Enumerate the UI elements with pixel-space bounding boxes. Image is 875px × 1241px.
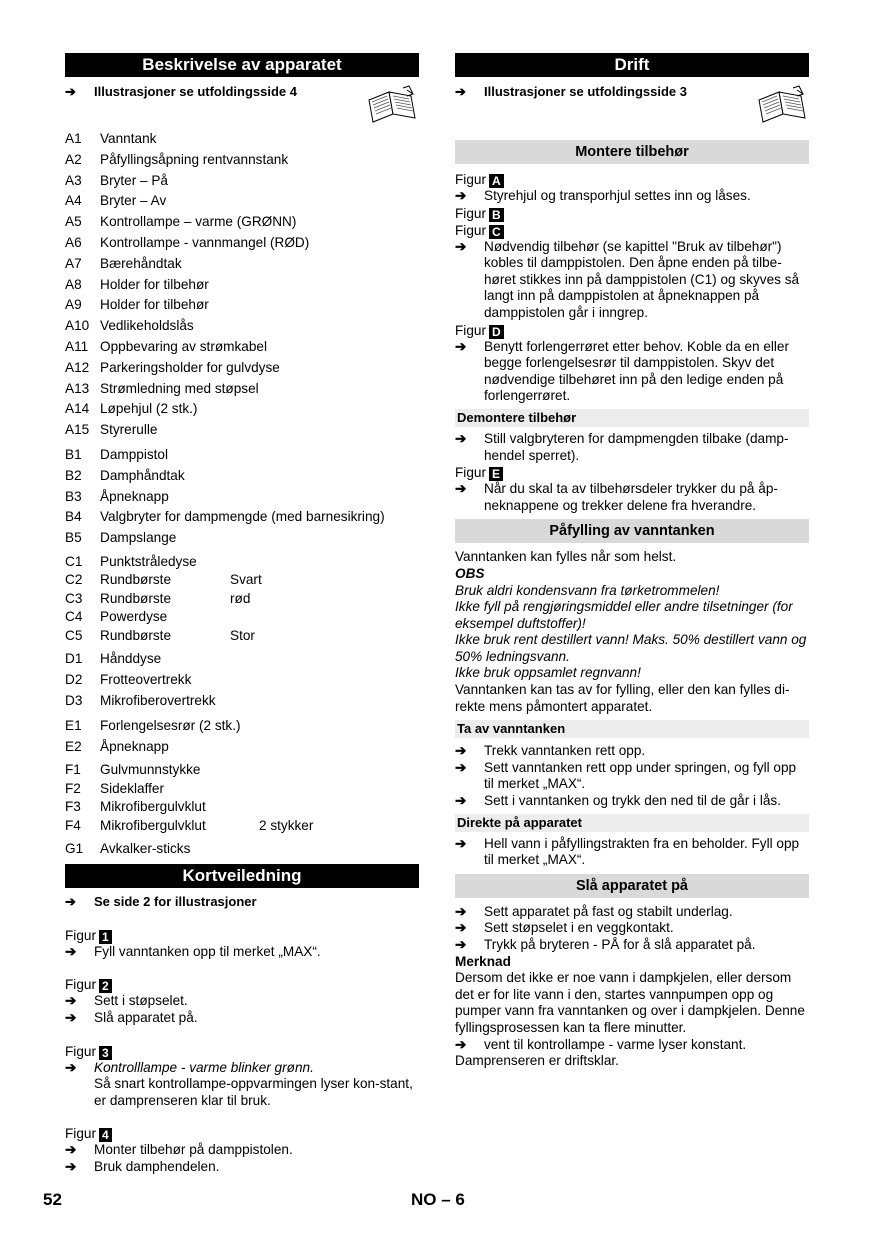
mount-accessories-heading: Montere tilbehør	[455, 140, 809, 164]
figure-a-step	[455, 188, 809, 205]
dismount-step	[455, 431, 809, 464]
part-name: Bryter – Av	[100, 193, 167, 209]
figure-3-block	[65, 1043, 419, 1110]
figure-d-badge: D	[489, 325, 504, 339]
part-detail: 2 stykker	[259, 817, 314, 833]
description-heading: Beskrivelse av apparatet	[65, 53, 419, 77]
part-name: Mikrofiberovertrekk	[100, 693, 216, 709]
part-code: F4	[65, 817, 81, 833]
part-name: Rundbørste	[100, 627, 172, 643]
part-code: A13	[65, 380, 90, 396]
step-text: Bruk damphendelen.	[94, 1158, 220, 1174]
parts-list-item	[65, 150, 419, 171]
part-name: Gulvmunnstykke	[100, 762, 201, 778]
arrow-icon: ➔	[455, 835, 467, 851]
figure-c-badge: C	[489, 225, 504, 239]
part-code: A8	[65, 276, 82, 292]
step-text: Sett i støpselet.	[94, 993, 188, 1009]
parts-list-item	[65, 466, 419, 487]
part-name: Påfyllingsåpning rentvannstank	[100, 151, 289, 167]
figure-label: Figur	[65, 1126, 96, 1142]
arrow-icon: ➔	[65, 993, 77, 1009]
parts-list-item	[65, 254, 419, 275]
figure-4-step-2	[65, 1159, 419, 1176]
part-name: Åpneknapp	[100, 738, 169, 754]
part-code: E1	[65, 717, 82, 733]
part-code: A9	[65, 297, 82, 313]
arrow-icon: ➔	[455, 759, 467, 775]
caution-text: Ikke fyll på rengjøringsmiddel eller andre tilsetninger (for eksempel duftstoffer)!	[455, 599, 793, 631]
part-name: Avkalker-sticks	[100, 841, 191, 857]
step-text-italic: Kontrolllampe - varme blinker grønn.	[94, 1059, 314, 1075]
fill-tank-heading: Påfylling av vanntanken	[455, 519, 809, 543]
paragraph: Dersom det ikke er noe vann i dampkjelen, eller dersom det er for lite vann i den, startes vannpumpen opp og pumper vann fra vanntanken og over i dampkjelen. Denne fyllingsprosessen kan ta flere minutter.	[455, 970, 805, 1035]
part-name: Holder for tilbehør	[100, 297, 209, 313]
figure-1-block	[65, 927, 419, 961]
arrow-icon: ➔	[455, 188, 467, 203]
parts-list-item	[65, 337, 419, 358]
parts-list	[65, 129, 419, 860]
figure-3-label	[65, 1043, 419, 1060]
part-name: Holder for tilbehør	[100, 276, 209, 292]
parts-list-item	[65, 399, 419, 420]
figure-label: Figur	[65, 927, 96, 943]
part-name: Frotteovertrekk	[100, 672, 192, 688]
part-name: Vedlikeholdslås	[100, 318, 194, 334]
paragraph: Damprenseren er driftsklar.	[455, 1053, 619, 1069]
part-name: Parkeringsholder for gulvdyse	[100, 359, 280, 375]
mount-accessories-section	[455, 171, 809, 405]
parts-list-item	[65, 379, 419, 400]
part-code: B4	[65, 509, 82, 525]
figure-4-label	[65, 1125, 419, 1142]
step-text: Når du skal ta av tilbehørsdeler trykker du på åp-neknappene og trekker delene fra hverandre.	[484, 481, 778, 513]
step-text: Hell vann i påfyllingstrakten fra en beholder. Fyll opp til merket „MAX“.	[484, 835, 800, 868]
parts-list-item	[65, 171, 419, 192]
illustration-reference	[455, 84, 809, 126]
figure-a-badge: A	[489, 174, 504, 188]
parts-list-item	[65, 780, 419, 799]
arrow-icon: ➔	[455, 937, 467, 952]
parts-group-e	[65, 716, 419, 758]
figure-4-block	[65, 1125, 419, 1175]
figure-label: Figur	[455, 222, 486, 238]
parts-list-item	[65, 691, 419, 712]
part-code: C1	[65, 553, 83, 569]
parts-list-item	[65, 487, 419, 508]
part-code: B1	[65, 446, 82, 462]
step-text: Still valgbryteren for dampmengden tilbake (damp-hendel sperret).	[484, 430, 789, 463]
step-text: Benytt forlengerrøret etter behov. Koble da en eller begge forlengelsesrør til damppistolen. Skyv det nødvendige tilbehøret inn på den ledige enden på forlengerrøret.	[484, 338, 790, 404]
fill-tank-section	[455, 549, 809, 715]
parts-list-item	[65, 839, 419, 860]
part-name: Mikrofibergulvklut	[100, 799, 206, 815]
parts-list-item	[65, 627, 419, 646]
parts-list-item	[65, 670, 419, 691]
parts-group-a	[65, 129, 419, 441]
parts-list-item	[65, 761, 419, 780]
part-code: A15	[65, 422, 90, 438]
part-code: C4	[65, 609, 83, 625]
part-code: C5	[65, 627, 83, 643]
parts-group-d	[65, 649, 419, 711]
figure-label: Figur	[455, 205, 486, 221]
illustration-reference-text: Illustrasjoner se utfoldingsside 3	[484, 84, 687, 99]
part-code: E2	[65, 738, 82, 754]
part-detail: rød	[230, 590, 251, 606]
parts-group-g	[65, 839, 419, 860]
parts-list-item	[65, 420, 419, 441]
illustration-reference-text: Illustrasjoner se utfoldingsside 4	[94, 84, 297, 99]
part-name: Vanntank	[100, 131, 157, 146]
part-code: A14	[65, 401, 90, 417]
figure-d-label	[455, 322, 809, 339]
direct-step	[455, 836, 809, 869]
parts-list-item	[65, 191, 419, 212]
part-name: Åpneknapp	[100, 488, 169, 504]
caution-text: Ikke bruk oppsamlet regnvann!	[455, 665, 641, 681]
parts-list-item	[65, 817, 419, 836]
step-text: Sett støpselet i en veggkontakt.	[484, 920, 674, 936]
part-code: F1	[65, 762, 81, 778]
parts-list-item	[65, 571, 419, 590]
arrow-icon: ➔	[65, 1010, 77, 1025]
parts-list-item	[65, 129, 419, 150]
quick-guide-heading: Kortveiledning	[65, 864, 419, 888]
part-code: G1	[65, 841, 84, 857]
arrow-icon: ➔	[455, 903, 467, 919]
arrow-icon: ➔	[455, 84, 466, 99]
remove-tank-section	[455, 743, 809, 809]
foldout-book-icon	[363, 84, 419, 126]
remove-step-1	[455, 743, 809, 760]
switch-on-section	[455, 904, 809, 1070]
step-text: Trekk vanntanken rett opp.	[484, 743, 646, 759]
figure-1-label	[65, 927, 419, 944]
step-text: Slå apparatet på.	[94, 1010, 198, 1025]
caution-text: Ikke bruk rent destillert vann! Maks. 50% destillert vann og 50% ledningsvann.	[455, 632, 807, 664]
figure-label: Figur	[455, 465, 486, 481]
note-label: Merknad	[455, 953, 511, 969]
part-code: B2	[65, 467, 82, 483]
part-code: F2	[65, 780, 81, 796]
parts-group-f	[65, 761, 419, 835]
part-name: Bryter – På	[100, 172, 168, 188]
arrow-icon: ➔	[65, 894, 76, 910]
quick-guide-reference	[65, 894, 419, 911]
figure-e-label	[455, 464, 809, 481]
part-name: Strømledning med støpsel	[100, 380, 259, 396]
part-name: Damphåndtak	[100, 467, 185, 483]
part-name: Powerdyse	[100, 609, 168, 625]
part-code: A7	[65, 255, 82, 271]
figure-2-step-1	[65, 993, 419, 1010]
paragraph: Vanntanken kan tas av for fylling, eller den kan fylles di-rekte mens påmontert apparatet.	[455, 682, 790, 714]
figure-d-step	[455, 339, 809, 405]
part-code: D1	[65, 651, 83, 667]
figure-e-step	[455, 481, 809, 514]
remove-step-3	[455, 793, 809, 810]
part-name: Rundbørste	[100, 572, 172, 588]
figure-2-step-2	[65, 1010, 419, 1027]
part-code: F3	[65, 799, 81, 815]
part-name: Damppistol	[100, 446, 168, 462]
parts-group-b	[65, 445, 419, 549]
arrow-icon: ➔	[455, 238, 467, 254]
part-code: A10	[65, 318, 90, 334]
part-code: B5	[65, 530, 82, 546]
remove-tank-heading: Ta av vanntanken	[455, 720, 809, 738]
figure-2-label	[65, 976, 419, 993]
parts-list-item	[65, 798, 419, 817]
arrow-icon: ➔	[455, 1036, 467, 1052]
parts-list-item	[65, 445, 419, 466]
step-text: Nødvendig tilbehør (se kapittel "Bruk av tilbehør") kobles til damppistolen. Den åpne enden på tilbe-høret stikkes inn på damppistolen (C1) og skyves så langt inn på damppistolen at åpneknappen på damppistolen går i inngrep.	[484, 238, 800, 320]
parts-list-item	[65, 737, 419, 758]
figure-label: Figur	[455, 172, 486, 187]
parts-list-item	[65, 358, 419, 379]
parts-list-item	[65, 553, 419, 572]
part-code: A3	[65, 172, 82, 188]
parts-list-item	[65, 212, 419, 233]
part-code: B3	[65, 488, 82, 504]
parts-group-c	[65, 553, 419, 646]
part-name: Punktstråledyse	[100, 553, 197, 569]
part-code: D3	[65, 693, 83, 709]
figure-b-label	[455, 205, 809, 222]
figure-label: Figur	[65, 1043, 96, 1059]
right-column	[455, 53, 809, 1070]
switch-on-step-3	[455, 937, 809, 954]
direct-fill-section	[455, 836, 809, 869]
direct-fill-heading: Direkte på apparatet	[455, 814, 809, 832]
caution-label: OBS	[455, 565, 485, 581]
part-code: A11	[65, 338, 89, 354]
part-name: Styrerulle	[100, 422, 158, 438]
operation-heading: Drift	[455, 53, 809, 77]
step-text: Fyll vanntanken opp til merket „MAX“.	[94, 943, 321, 959]
step-text: vent til kontrollampe - varme lyser konstant.	[484, 1036, 747, 1052]
figure-e-badge: E	[489, 467, 503, 481]
paragraph: Vanntanken kan fylles når som helst.	[455, 549, 677, 565]
step-text: Sett vanntanken rett opp under springen, og fyll opp til merket „MAX“.	[484, 759, 797, 792]
part-name: Oppbevaring av strømkabel	[100, 338, 267, 354]
caution-text: Bruk aldri kondensvann fra tørketrommelen!	[455, 582, 720, 598]
part-name: Rundbørste	[100, 590, 172, 606]
part-name: Kontrollampe – varme (GRØNN)	[100, 214, 297, 230]
part-name: Bærehåndtak	[100, 255, 182, 271]
switch-on-step-2	[455, 920, 809, 937]
figure-3-badge: 3	[99, 1046, 112, 1060]
parts-list-item	[65, 316, 419, 337]
part-code: A2	[65, 151, 82, 167]
parts-list-item	[65, 295, 419, 316]
parts-list-item	[65, 233, 419, 254]
part-name: Valgbryter for dampmengde (med barnesikring)	[100, 509, 385, 525]
arrow-icon: ➔	[455, 793, 467, 809]
parts-list-item	[65, 608, 419, 627]
switch-on-heading: Slå apparatet på	[455, 874, 809, 898]
figure-c-step	[455, 239, 809, 322]
arrow-icon: ➔	[65, 1059, 77, 1075]
part-name: Hånddyse	[100, 651, 162, 667]
parts-list-item	[65, 528, 419, 549]
part-detail: Stor	[230, 627, 255, 643]
quick-guide-reference-text: Se side 2 for illustrasjoner	[94, 894, 257, 910]
part-code: C3	[65, 590, 83, 606]
part-code: A12	[65, 359, 90, 375]
figure-label: Figur	[455, 322, 486, 338]
part-code: A1	[65, 131, 82, 146]
step-text: Trykk på bryteren - PÅ for å slå apparatet på.	[484, 937, 756, 952]
note-step	[455, 1037, 809, 1054]
parts-list-item	[65, 507, 419, 528]
parts-list-item	[65, 649, 419, 670]
figure-1-badge: 1	[99, 930, 112, 944]
arrow-icon: ➔	[455, 481, 467, 497]
arrow-icon: ➔	[65, 84, 76, 99]
figure-label: Figur	[65, 977, 96, 993]
part-name: Mikrofibergulvklut	[100, 817, 206, 833]
arrow-icon: ➔	[455, 743, 467, 759]
figure-4-step-1	[65, 1142, 419, 1159]
step-text: Sett apparatet på fast og stabilt underlag.	[484, 903, 733, 919]
part-name: Dampslange	[100, 530, 177, 546]
switch-on-step-1	[455, 904, 809, 921]
part-name: Sideklaffer	[100, 780, 164, 796]
figure-b-badge: B	[489, 208, 504, 222]
arrow-icon: ➔	[455, 430, 467, 446]
arrow-icon: ➔	[65, 1142, 77, 1158]
figure-3-step	[65, 1060, 419, 1110]
part-name: Løpehjul (2 stk.)	[100, 401, 198, 417]
figure-2-badge: 2	[99, 979, 112, 993]
parts-list-item	[65, 590, 419, 609]
parts-list-item	[65, 275, 419, 296]
part-code: A5	[65, 214, 82, 230]
step-text: Sett i vanntanken og trykk den ned til de går i lås.	[484, 793, 781, 809]
left-column	[65, 53, 419, 1176]
arrow-icon: ➔	[455, 920, 467, 936]
figure-c-label	[455, 222, 809, 239]
foldout-book-icon	[753, 84, 809, 126]
parts-list-item	[65, 716, 419, 737]
part-code: A6	[65, 234, 82, 250]
dismount-accessories-section	[455, 431, 809, 514]
part-detail: Svart	[230, 572, 262, 588]
figure-2-block	[65, 976, 419, 1026]
arrow-icon: ➔	[65, 1158, 77, 1174]
arrow-icon: ➔	[455, 338, 467, 354]
dismount-accessories-heading: Demontere tilbehør	[455, 409, 809, 427]
figure-4-badge: 4	[99, 1128, 112, 1142]
part-name: Forlengelsesrør (2 stk.)	[100, 717, 241, 733]
step-text: Så snart kontrollampe-oppvarmingen lyser kon-stant, er damprenseren klar til bruk.	[94, 1076, 413, 1108]
page-number: 52	[43, 1190, 62, 1209]
part-code: A4	[65, 193, 82, 209]
part-code: D2	[65, 672, 83, 688]
arrow-icon: ➔	[65, 943, 77, 959]
figure-1-step	[65, 944, 419, 961]
language-page-code: NO – 6	[411, 1190, 465, 1209]
step-text: Monter tilbehør på damppistolen.	[94, 1142, 293, 1158]
illustration-reference	[65, 84, 419, 126]
part-code: C2	[65, 572, 83, 588]
step-text: Styrehjul og transporhjul settes inn og låses.	[484, 188, 751, 203]
remove-step-2	[455, 760, 809, 793]
figure-a-label	[455, 171, 809, 188]
part-name: Kontrollampe - vannmangel (RØD)	[100, 234, 310, 250]
